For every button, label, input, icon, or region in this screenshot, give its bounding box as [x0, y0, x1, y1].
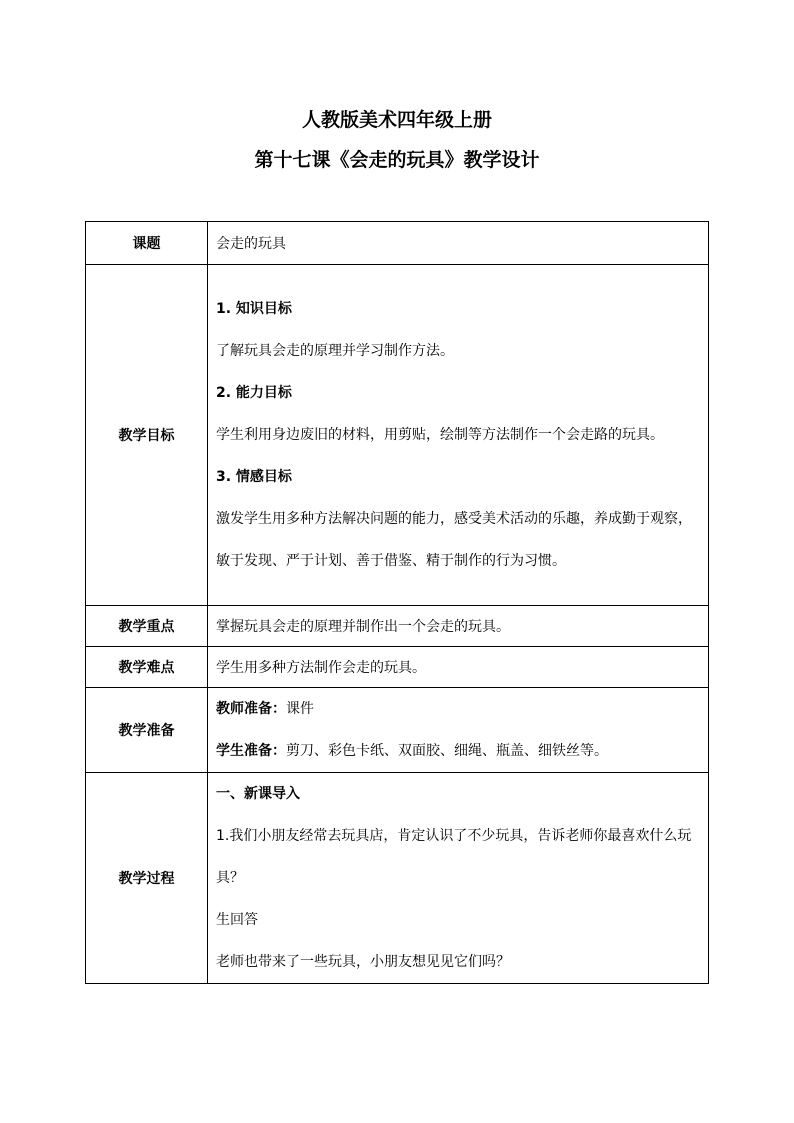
difficulty-label: 教学难点	[86, 647, 208, 688]
table-row-topic	[86, 222, 709, 265]
student-preparation	[216, 730, 702, 772]
teacher-preparation-value: 课件	[286, 701, 314, 717]
preparation-label: 教学准备	[86, 688, 208, 773]
lesson-title: 第十七课《会走的玩具》教学设计	[254, 149, 540, 171]
key-point-label: 教学重点	[86, 606, 208, 647]
ability-goal-heading: 2. 能力目标	[216, 385, 292, 401]
topic-label: 课题	[86, 222, 208, 265]
ability-goal-text: 学生利用身边废旧的材料，用剪贴，绘制等方法制作一个会走路的玩具。	[216, 427, 664, 443]
emotion-goal-heading: 3. 情感目标	[216, 469, 292, 485]
goals-label: 教学目标	[86, 265, 208, 606]
goals-content	[208, 265, 709, 606]
table-row-goals	[86, 265, 709, 606]
table-row-key-point	[86, 606, 709, 647]
key-point-value: 掌握玩具会走的原理并制作出一个会走的玩具。	[208, 606, 709, 647]
process-section-heading: 一、新课导入	[216, 786, 300, 802]
emotion-goal-text: 激发学生用多种方法解决问题的能力，感受美术活动的乐趣，养成勤于观察，敏于发现、严于计划、善于借鉴、精于制作的行为习惯。	[216, 511, 692, 569]
teacher-preparation-label: 教师准备：	[216, 701, 286, 717]
teacher-preparation	[216, 688, 702, 730]
document-title: 人教版美术四年级上册	[301, 109, 492, 131]
table-row-preparation	[86, 688, 709, 773]
student-preparation-label: 学生准备：	[216, 743, 286, 759]
preparation-content	[208, 688, 709, 773]
process-line-1: 1.我们小朋友经常去玩具店，肯定认识了不少玩具，告诉老师你最喜欢什么玩具？	[216, 828, 692, 886]
lesson-plan-table	[85, 221, 709, 984]
knowledge-goal-text: 了解玩具会走的原理并学习制作方法。	[216, 343, 454, 359]
process-line-2: 生回答	[216, 912, 258, 928]
process-line-3: 老师也带来了一些玩具，小朋友想见见它们吗？	[216, 954, 510, 970]
table-row-difficulty	[86, 647, 709, 688]
table-row-process	[86, 773, 709, 984]
topic-value: 会走的玩具	[208, 222, 709, 265]
process-label: 教学过程	[86, 773, 208, 984]
student-preparation-value: 剪刀、彩色卡纸、双面胶、细绳、瓶盖、细铁丝等。	[286, 743, 608, 759]
knowledge-goal-heading: 1. 知识目标	[216, 301, 292, 317]
process-content	[208, 773, 709, 984]
difficulty-value: 学生用多种方法制作会走的玩具。	[208, 647, 709, 688]
